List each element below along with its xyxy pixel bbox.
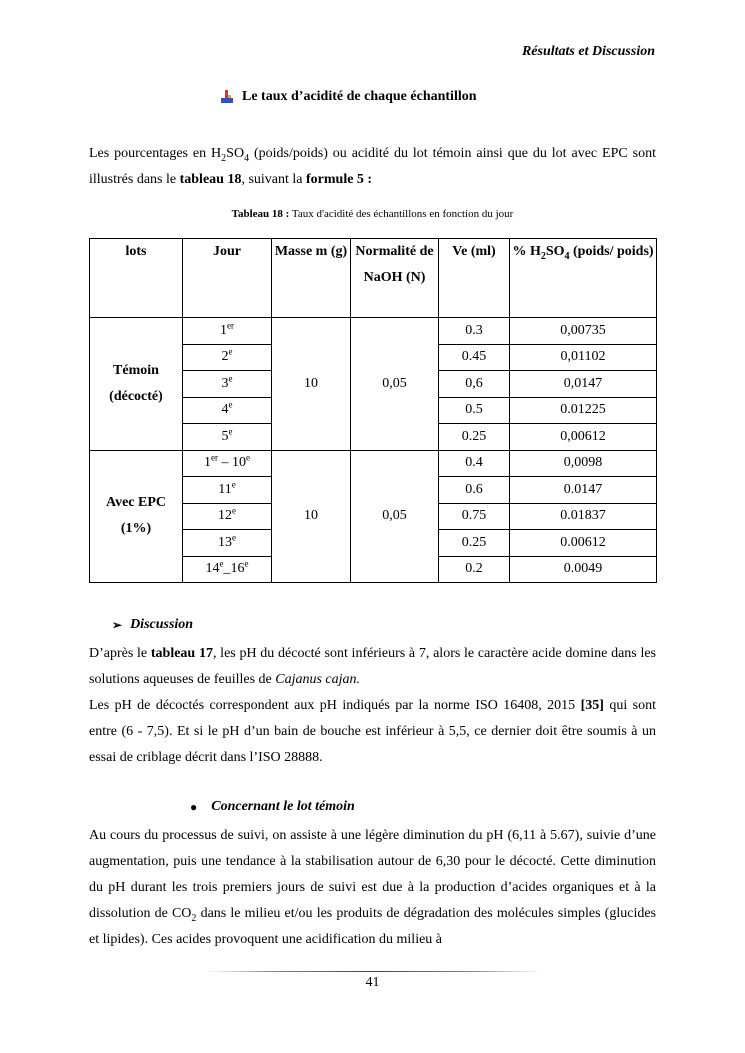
cell-pct: 0.0049 [510, 556, 657, 583]
footer-rule [205, 971, 540, 972]
header-lots: lots [90, 239, 183, 318]
day-sup: e [219, 558, 224, 569]
group-epc-line1: Avec EPC [106, 495, 166, 511]
cell-day [183, 371, 272, 398]
caption-label: Tableau 18 : [231, 208, 290, 220]
day-sup: e [228, 426, 233, 437]
day-sup: e [231, 479, 236, 490]
disc-p1-a: D’après le [89, 646, 151, 661]
cell-ve: 0.6 [439, 477, 510, 504]
table-caption [0, 208, 745, 220]
intro-sub-2: 2 [221, 152, 227, 164]
cell-pct: 0,00612 [510, 424, 657, 451]
cell-pct: 0.01837 [510, 503, 657, 530]
table-row [90, 318, 657, 345]
cell-masse-epc: 10 [272, 450, 351, 583]
section-title-text: Le taux d’acidité de chaque échantillon [242, 89, 477, 104]
disc-p1-species: Cajanus cajan. [275, 672, 361, 687]
temoin-paragraph [89, 823, 656, 953]
cell-pct: 0.00612 [510, 530, 657, 557]
intro-text-3: (poids/poids) ou acidité du lot témoin ainsi que du lot avec EPC sont illustrés dans le [89, 146, 656, 187]
cell-ve: 0.75 [439, 503, 510, 530]
day-num: 1 [204, 455, 211, 471]
header-masse: Masse m (g) [272, 239, 351, 318]
cell-pct: 0,0098 [510, 450, 657, 477]
cell-ve: 0.2 [439, 556, 510, 583]
day-num: 4 [221, 402, 229, 418]
header-pct-sub4: 4 [564, 250, 570, 262]
day-sup: e [232, 505, 236, 516]
cell-masse-temoin: 10 [272, 318, 351, 451]
discussion-heading [112, 617, 193, 633]
cell-day [183, 318, 272, 345]
discussion-heading-text: Discussion [130, 617, 194, 632]
day-num: 5 [221, 428, 229, 444]
cell-pct: 0,00735 [510, 318, 657, 345]
hand-pointer-icon [220, 90, 234, 104]
header-pct-c: (poids/ poids) [569, 244, 654, 259]
day-sup: e [228, 399, 233, 410]
group-epc-line2: (1%) [120, 521, 152, 537]
caption-text: Taux d'acidité des échantillons en fonction du jour [289, 208, 514, 220]
page-number: 41 [365, 975, 380, 990]
temoin-heading [190, 799, 355, 815]
day-sup: e [232, 532, 236, 543]
cell-pct: 0,0147 [510, 371, 657, 398]
intro-text-2: SO [226, 146, 245, 161]
day-num: 3 [221, 375, 229, 391]
cell-ve: 0.4 [439, 450, 510, 477]
cell-pct: 0.01225 [510, 397, 657, 424]
day-num: 11 [218, 481, 232, 497]
acidity-table [89, 238, 657, 583]
day-num: 12 [218, 508, 232, 524]
intro-ref-table: tableau 18 [179, 172, 242, 187]
day-num: 2 [221, 349, 229, 365]
cell-day [183, 477, 272, 504]
table-row [90, 450, 657, 477]
cell-day [183, 424, 272, 451]
disc-p2-ref: [35] [580, 698, 604, 713]
disc-p1-b: , les pH du décocté sont inférieurs à 7, alors le caractère acide domine dans les solutions aqueuses de feuilles de [89, 646, 657, 687]
running-header: Résultats et Discussion [521, 44, 655, 59]
header-pct-b: SO [545, 244, 565, 259]
temoin-p-sub: 2 [191, 912, 197, 924]
cell-day [183, 344, 272, 371]
cell-normalite-temoin: 0,05 [351, 318, 439, 451]
header-ve: Ve (ml) [439, 239, 510, 318]
group-temoin [90, 318, 183, 451]
cell-day [183, 530, 272, 557]
day-num-end: _16 [223, 561, 245, 577]
day-sup: e [228, 373, 233, 384]
table-header-row [90, 239, 657, 318]
day-sup: er [227, 320, 234, 331]
cell-day [183, 450, 272, 477]
temoin-heading-text: Concernant le lot témoin [211, 799, 355, 814]
cell-pct: 0,01102 [510, 344, 657, 371]
day-num: 14 [205, 561, 220, 577]
cell-normalite-epc: 0,05 [351, 450, 439, 583]
bullet-icon: ● [190, 799, 198, 814]
discussion-paragraph-2 [89, 693, 656, 771]
cell-day [183, 556, 272, 583]
arrow-bullet-icon: ➢ [112, 617, 123, 632]
cell-ve: 0.25 [439, 530, 510, 557]
day-sup-end: e [244, 558, 249, 569]
disc-p2-b: qui sont entre (6 - 7,5). Et si le pH d’un bain de bouche est inférieur à 5,5, ce dernier doit être soumis à un essai de criblage décrit dans l’ISO 28888. [89, 698, 657, 765]
group-temoin-line2: (décocté) [109, 388, 163, 404]
section-title [220, 89, 477, 105]
intro-paragraph [89, 141, 656, 193]
day-num: 1 [220, 322, 227, 338]
intro-sub-4: 4 [244, 152, 250, 164]
temoin-p-a: Au cours du processus de suivi, on assiste à une légère diminution du pH (6,11 à 5.67), suivie d’une augmentation, puis une tendance à la stabilisation autour de 6,30 pour le décocté. Cette diminution du pH durant les trois premiers jours de suivi est due à la production d’acides organiques et à la dissolution de CO [89, 828, 656, 921]
header-pct-a: % H [512, 244, 541, 259]
cell-ve: 0,6 [439, 371, 510, 398]
header-pct-sub2: 2 [540, 250, 546, 262]
day-sup: er [211, 452, 218, 463]
disc-p2-a: Les pH de décoctés correspondent aux pH indiqués par la norme ISO 16408, 2015 [89, 698, 581, 713]
cell-day [183, 503, 272, 530]
intro-text-1: Les pourcentages en H [89, 146, 222, 161]
group-temoin-line1: Témoin [113, 362, 159, 378]
cell-ve: 0.45 [439, 344, 510, 371]
cell-day [183, 397, 272, 424]
cell-ve: 0.5 [439, 397, 510, 424]
intro-ref-formula: formule 5 : [306, 172, 373, 187]
discussion-paragraph-1 [89, 641, 656, 693]
header-jour: Jour [183, 239, 272, 318]
day-num: 13 [218, 534, 232, 550]
disc-p1-ref: tableau 17 [150, 646, 213, 661]
cell-ve: 0.25 [439, 424, 510, 451]
intro-text-4: , suivant la [241, 172, 306, 187]
cell-ve: 0.3 [439, 318, 510, 345]
day-sup: e [228, 346, 233, 357]
cell-pct: 0.0147 [510, 477, 657, 504]
header-normalite: Normalité de NaOH (N) [351, 239, 439, 318]
header-pct [510, 239, 657, 318]
day-num-end: – 10 [218, 455, 246, 471]
temoin-p-b: dans le milieu et/ou les produits de dégradation des molécules simples (glucides et lipides). Ces acides provoquent une acidification du milieu à [89, 906, 656, 947]
day-sup-end: e [246, 452, 250, 463]
group-epc [90, 450, 183, 583]
